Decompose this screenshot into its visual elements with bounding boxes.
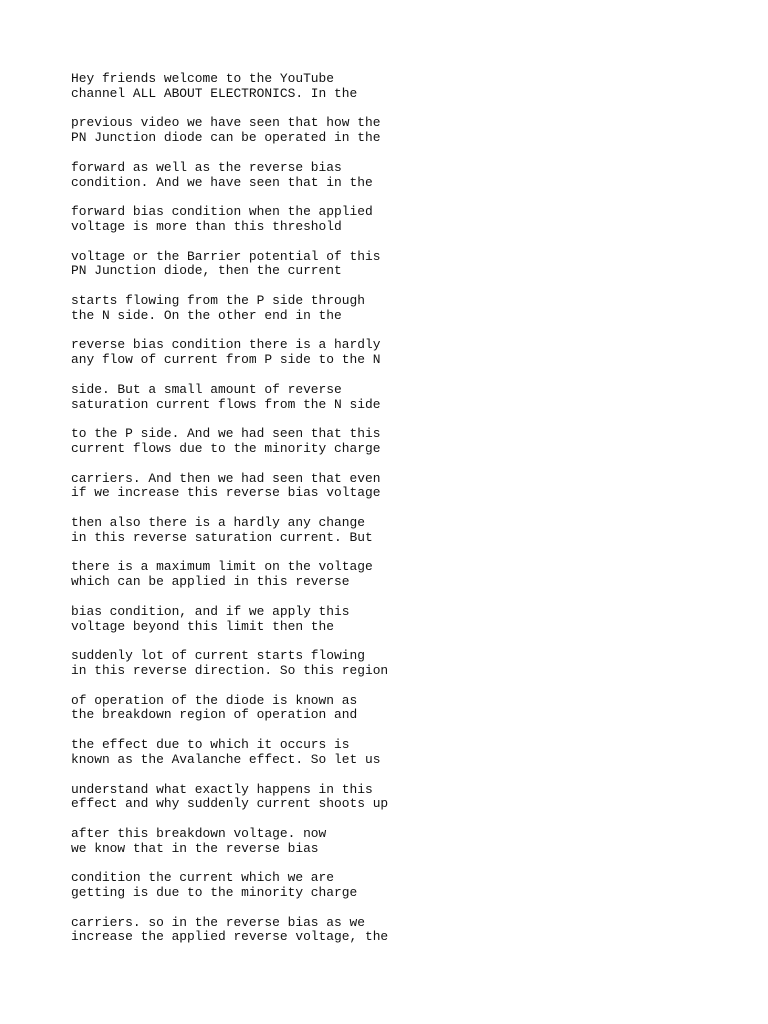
transcript-document (71, 72, 731, 960)
transcript-line: saturation current flows from the N side (71, 396, 381, 412)
transcript-paragraph (71, 205, 731, 234)
transcript-line: we know that in the reverse bias (71, 840, 319, 856)
transcript-line: previous video we have seen that how the (71, 115, 381, 131)
transcript-line: then also there is a hardly any change (71, 515, 365, 531)
transcript-line: the N side. On the other end in the (71, 307, 342, 323)
transcript-line: PN Junction diode can be operated in the (71, 130, 381, 146)
transcript-paragraph (71, 916, 731, 945)
transcript-line: condition. And we have seen that in the (71, 174, 373, 190)
transcript-line: voltage beyond this limit then the (71, 618, 335, 634)
transcript-paragraph (71, 72, 731, 101)
transcript-line: starts flowing from the P side through (71, 293, 365, 309)
transcript-paragraph (71, 472, 731, 501)
transcript-paragraph (71, 161, 731, 190)
transcript-paragraph (71, 649, 731, 678)
transcript-line: forward as well as the reverse bias (71, 159, 342, 175)
transcript-line: voltage or the Barrier potential of this (71, 248, 381, 264)
transcript-paragraph (71, 427, 731, 456)
transcript-line: of operation of the diode is known as (71, 692, 358, 708)
transcript-line: side. But a small amount of reverse (71, 381, 342, 397)
transcript-line: the effect due to which it occurs is (71, 737, 350, 753)
transcript-line: effect and why suddenly current shoots up (71, 796, 389, 812)
transcript-line: the breakdown region of operation and (71, 707, 358, 723)
transcript-paragraph (71, 338, 731, 367)
transcript-paragraph (71, 871, 731, 900)
transcript-line: reverse bias condition there is a hardly (71, 337, 381, 353)
transcript-paragraph (71, 294, 731, 323)
transcript-paragraph (71, 560, 731, 589)
transcript-line: increase the applied reverse voltage, the (71, 929, 389, 945)
transcript-paragraph (71, 738, 731, 767)
transcript-line: suddenly lot of current starts flowing (71, 648, 365, 664)
transcript-line: PN Junction diode, then the current (71, 263, 342, 279)
transcript-paragraph (71, 605, 731, 634)
transcript-line: channel ALL ABOUT ELECTRONICS. In the (71, 85, 358, 101)
transcript-line: to the P side. And we had seen that this (71, 426, 381, 442)
transcript-line: current flows due to the minority charge (71, 440, 381, 456)
transcript-line: forward bias condition when the applied (71, 204, 373, 220)
transcript-line: which can be applied in this reverse (71, 574, 350, 590)
transcript-paragraph (71, 383, 731, 412)
transcript-line: carriers. And then we had seen that even (71, 470, 381, 486)
transcript-line: if we increase this reverse bias voltage (71, 485, 381, 501)
transcript-paragraph (71, 516, 731, 545)
transcript-line: in this reverse saturation current. But (71, 529, 373, 545)
transcript-paragraph (71, 694, 731, 723)
transcript-line: in this reverse direction. So this region (71, 662, 389, 678)
transcript-line: condition the current which we are (71, 870, 335, 886)
transcript-line: understand what exactly happens in this (71, 781, 373, 797)
transcript-paragraph (71, 827, 731, 856)
transcript-line: there is a maximum limit on the voltage (71, 559, 373, 575)
transcript-line: carriers. so in the reverse bias as we (71, 914, 365, 930)
transcript-line: Hey friends welcome to the YouTube (71, 71, 335, 86)
transcript-paragraph (71, 116, 731, 145)
transcript-line: after this breakdown voltage. now (71, 825, 327, 841)
transcript-line: bias condition, and if we apply this (71, 603, 350, 619)
transcript-line: voltage is more than this threshold (71, 218, 342, 234)
transcript-paragraph (71, 783, 731, 812)
transcript-line: any flow of current from P side to the N (71, 352, 381, 368)
transcript-line: known as the Avalanche effect. So let us (71, 751, 381, 767)
transcript-line: getting is due to the minority charge (71, 885, 358, 901)
transcript-paragraph (71, 250, 731, 279)
